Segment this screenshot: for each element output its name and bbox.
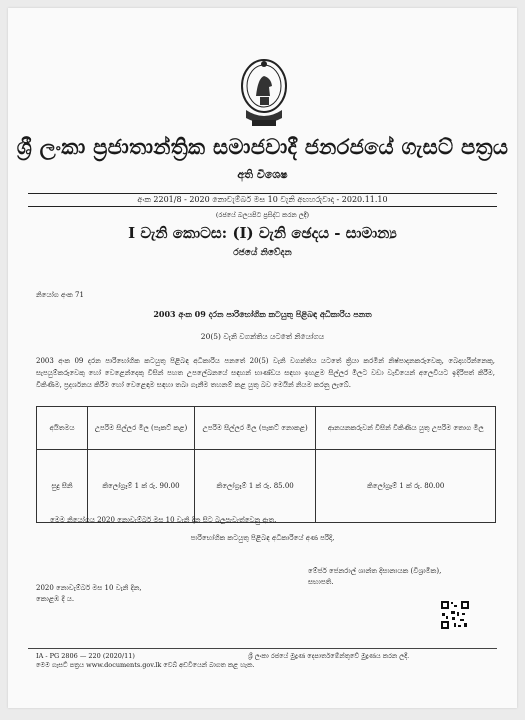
divider (28, 206, 497, 207)
price-table (36, 406, 496, 523)
notice-body: 2003 අංක 09 දරන පාරිභෝගික කටයුතු පිළිබඳ අධිකාරිය පනතේ 20(5) වැනි වගන්තිය යටතේ ක්‍රියා කරමින් නිෂ්පාදනකරුවෙකු, බෙදාහරින්නෙකු, සැපයුම්කරුවෙකු හෝ වෙළෙන්දෙකු විසින් පහත උපලේඛනයේ සඳහන් භාණ්ඩය සඳහා ඉහළම සිල්ලර මිලට වඩා වැඩියෙන් අලෙවියට ඉදිරිපත් කිරීම, විකිණීම, ප්‍රදර්ශනය කිරීම හෝ වෙළෙඳාම සඳහා තබා ගැනීම තහනම් කළ යුතු බව මෙයින් නියම කරනු ලැබේ. (36, 357, 495, 389)
signing-place-line: කොළඹ දී ය. (36, 595, 75, 603)
table-header-row (37, 407, 496, 450)
published-note: (රජයේ බලයපිට ප්‍රසිද්ධ කරන ලදී) (215, 211, 310, 219)
signing-date (36, 583, 142, 605)
footer-reference (36, 652, 254, 670)
table-row (37, 450, 496, 523)
table-cell: සුදු සීනි (37, 450, 88, 523)
table-header: උපරිම සිල්ලර මිල (පැකට් කළ) (88, 407, 195, 450)
signatory (308, 566, 441, 588)
gazette-masthead: ශ්‍රී ලංකා ප්‍රජාතාන්ත්‍රික සමාජවාදී ජනරජයේ ගැසට් පත්‍රය (16, 134, 509, 159)
section-title: රජයේ නිවේදන (233, 248, 292, 258)
table-header: අයිතමය (37, 407, 88, 450)
divider (28, 193, 497, 194)
footer-ref-code: IA - PG 2806 — 220 (2020/11) (36, 652, 135, 660)
table-cell: කිලෝග්‍රෑම් 1 ක් රු. 90.00 (88, 450, 195, 523)
table-header: ආනයනකරුවන් විසින් විකිණිය යුතු උපරිම තොග මිල (316, 407, 496, 450)
table-cell: කිලෝග්‍රෑම් 1 ක් රු. 85.00 (194, 450, 315, 523)
qr-code-icon (440, 600, 470, 630)
gazette-page (8, 8, 517, 708)
signatory-title: සභාපති. (308, 578, 334, 586)
issue-line: අංක 2201/8 - 2020 නොවැම්බර් මස 10 වැනි අඟහරුවාදා - 2020.11.10 (137, 195, 388, 204)
footer-download-note: මෙම ගැසට් පත්‍රය www.documents.gov.lk වෙබ් අඩවියෙන් බාගත කළ හැක. (36, 661, 255, 669)
effective-date: මෙම නියෝගය 2020 නොවැම්බර් මස 10 වැනි දින සිට බලපැවැත්වෙනු ඇත. (50, 516, 277, 524)
part-title: I වැනි කොටස: (I) වැනි ඡෙදය - සාමාන්‍ය (128, 224, 397, 242)
notice-number: නියෝග අංක 71 (36, 291, 84, 299)
signatory-name: මේජර් ජෙනරාල් ශාන්ත දිසානායක (විශ්‍රාමික), (308, 567, 442, 575)
footer-printer: ශ්‍රී ලංකා රජයේ මුද්‍රණ දෙපාර්තමේන්තුවේ මුද්‍රණය කරන ලදී. (248, 652, 410, 660)
order-title: 20(5) වැනි වගන්තිය යටතේ නියෝගය (200, 332, 325, 341)
emblem-icon (238, 56, 290, 130)
act-title: 2003 අංක 09 දරන පාරිභෝගික කටයුතු පිළිබඳ අධිකාරිය පනත (153, 309, 372, 319)
gazette-subhead: අති විශෙෂ (237, 168, 288, 181)
table-cell: කිලෝග්‍රෑම් 1 ක් රු. 80.00 (316, 450, 496, 523)
table-header: උපරිම සිල්ලර මිල (පැකට් නොකළ) (194, 407, 315, 450)
signing-date-line: 2020 නොවැම්බර් මස 10 වැනි දින, (36, 584, 142, 592)
order-authority: පාරිභෝගික කටයුතු පිළිබඳ අධිකාරියේ අණ පරිදි, (190, 534, 335, 542)
footer-divider (28, 648, 497, 649)
